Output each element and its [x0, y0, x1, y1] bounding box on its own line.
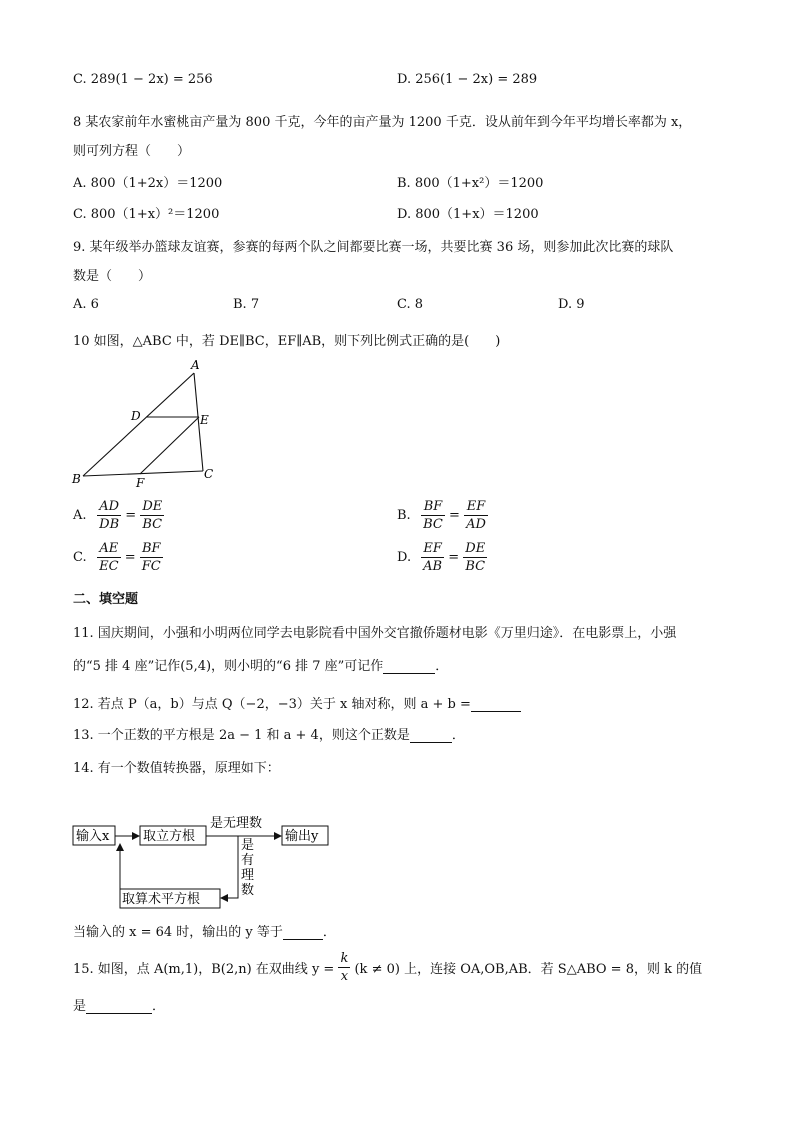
fraction-left: $\frac{AD}{DB}$ — [99, 499, 120, 532]
label-rational-4: 数 — [241, 883, 255, 898]
q9-option-c: C. 8 — [397, 297, 424, 312]
section-heading-fill-in: 二、填空题 — [73, 592, 139, 607]
box-output-label: 输出y — [285, 829, 319, 844]
fraction-right: $\frac{DE}{BC}$ — [142, 499, 163, 532]
q12-text: 12. 若点 P（a，b）与点 Q（−2，−3）关于 x 轴对称，则 a + b = — [73, 697, 471, 712]
q14-stem: 14. 有一个数值转换器，原理如下： — [73, 761, 280, 776]
vertex-b-label: B — [72, 472, 81, 486]
q10-option-c — [73, 540, 163, 575]
q11-answer-blank — [383, 659, 435, 674]
q13-answer-blank — [410, 728, 452, 743]
q11-line2 — [73, 655, 448, 674]
option-label: D. — [397, 550, 412, 565]
equals-sign: = — [449, 508, 460, 523]
q14-question — [73, 921, 336, 940]
box-cube-root-label: 取立方根 — [143, 829, 196, 844]
vertex-f-label: F — [136, 476, 145, 490]
fraction-right: $\frac{EF}{AD}$ — [466, 499, 486, 532]
label-rational-3: 理 — [241, 868, 255, 883]
q14-question-text: 当输入的 x = 64 时，输出的 y 等于 — [73, 925, 283, 940]
q15-answer-blank — [86, 999, 152, 1014]
q12-line — [73, 693, 521, 712]
q9-option-b: B. 7 — [233, 297, 260, 312]
q13-end: ． — [451, 728, 465, 743]
label-irrational: 是无理数 — [210, 816, 263, 831]
vertex-e-label: E — [200, 413, 209, 427]
option-label: A. — [73, 508, 87, 523]
q9-stem-line2: 数是（ ） — [73, 269, 152, 284]
q8-option-c: C. 800（1+x）²＝1200 — [73, 207, 220, 222]
q7-option-c: C. 289(1 − 2x) = 256 — [73, 72, 213, 87]
vertex-d-label: D — [131, 409, 141, 423]
q9-stem-line1: 9. 某年级举办篮球友谊赛，参赛的每两个队之间都要比赛一场，共要比赛 36 场，则参加此次比赛的球队 — [73, 240, 674, 255]
q15-line2-text: 是 — [73, 999, 87, 1014]
q8-option-d: D. 800（1+x）＝1200 — [397, 207, 539, 222]
option-label: C. — [73, 550, 87, 565]
equals-sign: = — [448, 550, 460, 565]
q14-answer-blank — [283, 925, 323, 940]
q13-text: 13. 一个正数的平方根是 2a − 1 和 a + 4，则这个正数是 — [73, 728, 410, 743]
q11-line2-end: ． — [435, 659, 449, 674]
q10-triangle-figure — [66, 356, 226, 490]
q12-answer-blank — [471, 697, 521, 712]
q8-option-a: A. 800（1+2x）＝1200 — [73, 176, 223, 191]
q8-option-b: B. 800（1+x²）＝1200 — [397, 176, 544, 191]
box-sqrt-label: 取算术平方根 — [122, 892, 201, 907]
fraction-left: $\frac{AE}{EC}$ — [99, 541, 119, 574]
q15-line2 — [73, 995, 165, 1014]
q15-pre: 15. 如图，点 A(m,1)，B(2,n) 在双曲线 y = — [73, 962, 335, 977]
q9-option-a: A. 6 — [73, 297, 99, 312]
q13-line — [73, 724, 465, 743]
option-label: B. — [397, 508, 411, 523]
q15-post: (k ≠ 0) 上，连接 OA,OB,AB．若 S△ABO = 8，则 k 的值 — [354, 962, 703, 977]
equals-sign: = — [124, 550, 136, 565]
vertex-a-label: A — [191, 358, 200, 372]
q14-flowchart — [70, 812, 340, 912]
q11-line1: 11. 国庆期间，小强和小明两位同学去电影院看中国外交官撤侨题材电影《万里归途》．在电影票上，小强 — [73, 626, 677, 641]
q9-option-d: D. 9 — [558, 297, 585, 312]
label-rational-2: 有 — [241, 853, 255, 868]
vertex-c-label: C — [204, 467, 214, 481]
box-input-label: 输入x — [76, 829, 110, 844]
q15-line1 — [73, 950, 702, 985]
fraction-left: $\frac{EF}{AB}$ — [423, 541, 443, 574]
q14-end: ． — [322, 925, 336, 940]
fraction-left: $\frac{BF}{BC}$ — [423, 499, 443, 532]
q11-line2-text: 的“5 排 4 座”记作(5,4)，则小明的“6 排 7 座”可记作 — [73, 659, 384, 674]
fraction-right: $\frac{DE}{BC}$ — [465, 541, 486, 574]
q8-stem-line1: 8 某农家前年水蜜桃亩产量为 800 千克，今年的亩产量为 1200 千克．设从前年到今年平均增长率都为 x， — [73, 115, 692, 130]
q10-stem: 10 如图，△ABC 中，若 DE∥BC，EF∥AB，则下列比例式正确的是( ) — [73, 334, 501, 349]
q10-option-a — [73, 498, 164, 533]
q10-option-b — [397, 498, 488, 533]
label-rational-1: 是 — [241, 838, 255, 853]
q10-option-d — [397, 540, 487, 575]
q15-end: ． — [152, 999, 166, 1014]
q7-option-d: D. 256(1 − 2x) = 289 — [397, 72, 538, 87]
equals-sign: = — [125, 508, 137, 523]
q15-fraction: $\frac{k}{x}$ — [340, 951, 349, 984]
fraction-right: $\frac{BF}{FC}$ — [141, 541, 161, 574]
q8-stem-line2: 则可列方程（ ） — [73, 144, 191, 159]
